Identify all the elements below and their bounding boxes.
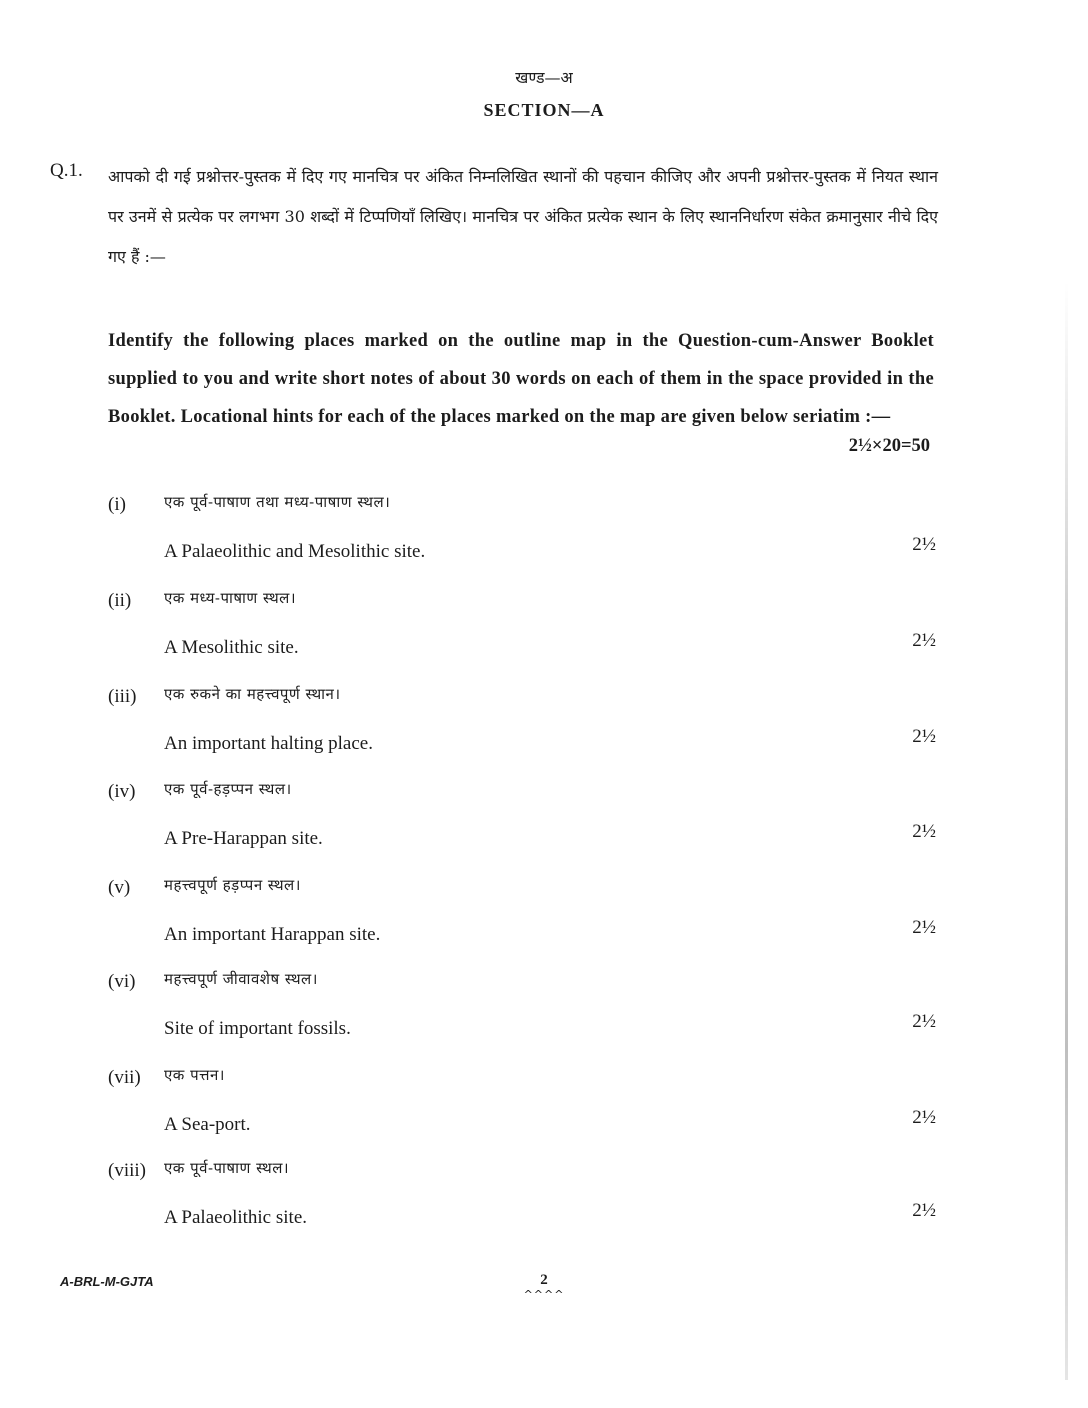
item-hindi: महत्त्वपूर्ण हड़प्पन स्थल। [164, 876, 301, 894]
total-marks: 2½×20=50 [848, 436, 930, 456]
item-hindi: एक रुकने का महत्त्वपूर्ण स्थान। [164, 685, 341, 703]
list-item [0, 1067, 1088, 1163]
item-english: A Palaeolithic and Mesolithic site. [164, 541, 426, 562]
item-hindi: एक पूर्व-पाषाण स्थल। [164, 1159, 290, 1177]
item-number: (i) [108, 494, 126, 515]
item-marks: 2½ [912, 1200, 936, 1221]
item-english: A Palaeolithic site. [164, 1207, 308, 1228]
item-number: (vi) [108, 971, 136, 992]
item-english: Site of important fossils. [164, 1018, 351, 1039]
list-item [0, 877, 1088, 973]
paper-code: A-BRL-M-GJTA [60, 1274, 154, 1289]
page-mark: ^^^^ [523, 1288, 565, 1301]
item-hindi: एक पूर्व-पाषाण तथा मध्य-पाषाण स्थल। [164, 493, 391, 511]
item-hindi: एक पत्तन। [164, 1066, 225, 1084]
item-marks: 2½ [912, 1107, 936, 1128]
section-title: SECTION—A [483, 100, 605, 120]
item-marks: 2½ [912, 726, 936, 747]
item-marks: 2½ [912, 917, 936, 938]
question-number: Q.1. [50, 160, 83, 181]
item-english: A Pre-Harappan site. [164, 828, 323, 849]
item-marks: 2½ [912, 821, 936, 842]
list-item [0, 781, 1088, 877]
item-number: (ii) [108, 590, 132, 611]
item-number: (viii) [108, 1160, 146, 1181]
item-marks: 2½ [912, 1011, 936, 1032]
question-text-hindi: आपको दी गई प्रश्नोत्तर-पुस्तक में दिए गए मानचित्र पर अंकित निम्नलिखित स्थानों की पहचान कीजिए और अपनी प्रश्नोत्तर-पुस्तक में नियत स्थान पर उनमें से प्रत्येक पर लगभग 30 शब्दों में टिप्पणियाँ लिखिए। मानचित्र पर अंकित प्रत्येक स्थान के लिए स्थाननिर्धारण संकेत क्रमानुसार नीचे दिए गए हैं :— [108, 167, 938, 266]
item-number: (iv) [108, 781, 136, 802]
item-number: (vii) [108, 1067, 141, 1088]
list-item [0, 590, 1088, 686]
list-item [0, 1160, 1088, 1256]
item-english: An important halting place. [164, 733, 373, 754]
item-marks: 2½ [912, 630, 936, 651]
item-english: An important Harappan site. [164, 924, 381, 945]
item-marks: 2½ [912, 534, 936, 555]
question-text-english: Identify the following places marked on the outline map in the Question-cum-Answer Booklet supplied to you and write short notes of about 30 words on each of them in the space provided in the Booklet. Locational hints for each of the places marked on the map are given below seriatim :— [108, 331, 934, 427]
list-item [0, 971, 1088, 1067]
page-number: 2 [540, 1272, 548, 1288]
list-item [0, 494, 1088, 590]
list-item [0, 686, 1088, 782]
item-english: A Mesolithic site. [164, 637, 299, 658]
item-number: (iii) [108, 686, 137, 707]
item-hindi: महत्त्वपूर्ण जीवावशेष स्थल। [164, 970, 318, 988]
item-hindi: एक पूर्व-हड़प्पन स्थल। [164, 780, 292, 798]
hindi-section-heading: खण्ड—अ [515, 68, 573, 87]
item-hindi: एक मध्य-पाषाण स्थल। [164, 589, 297, 607]
item-number: (v) [108, 877, 131, 898]
item-english: A Sea-port. [164, 1114, 251, 1135]
